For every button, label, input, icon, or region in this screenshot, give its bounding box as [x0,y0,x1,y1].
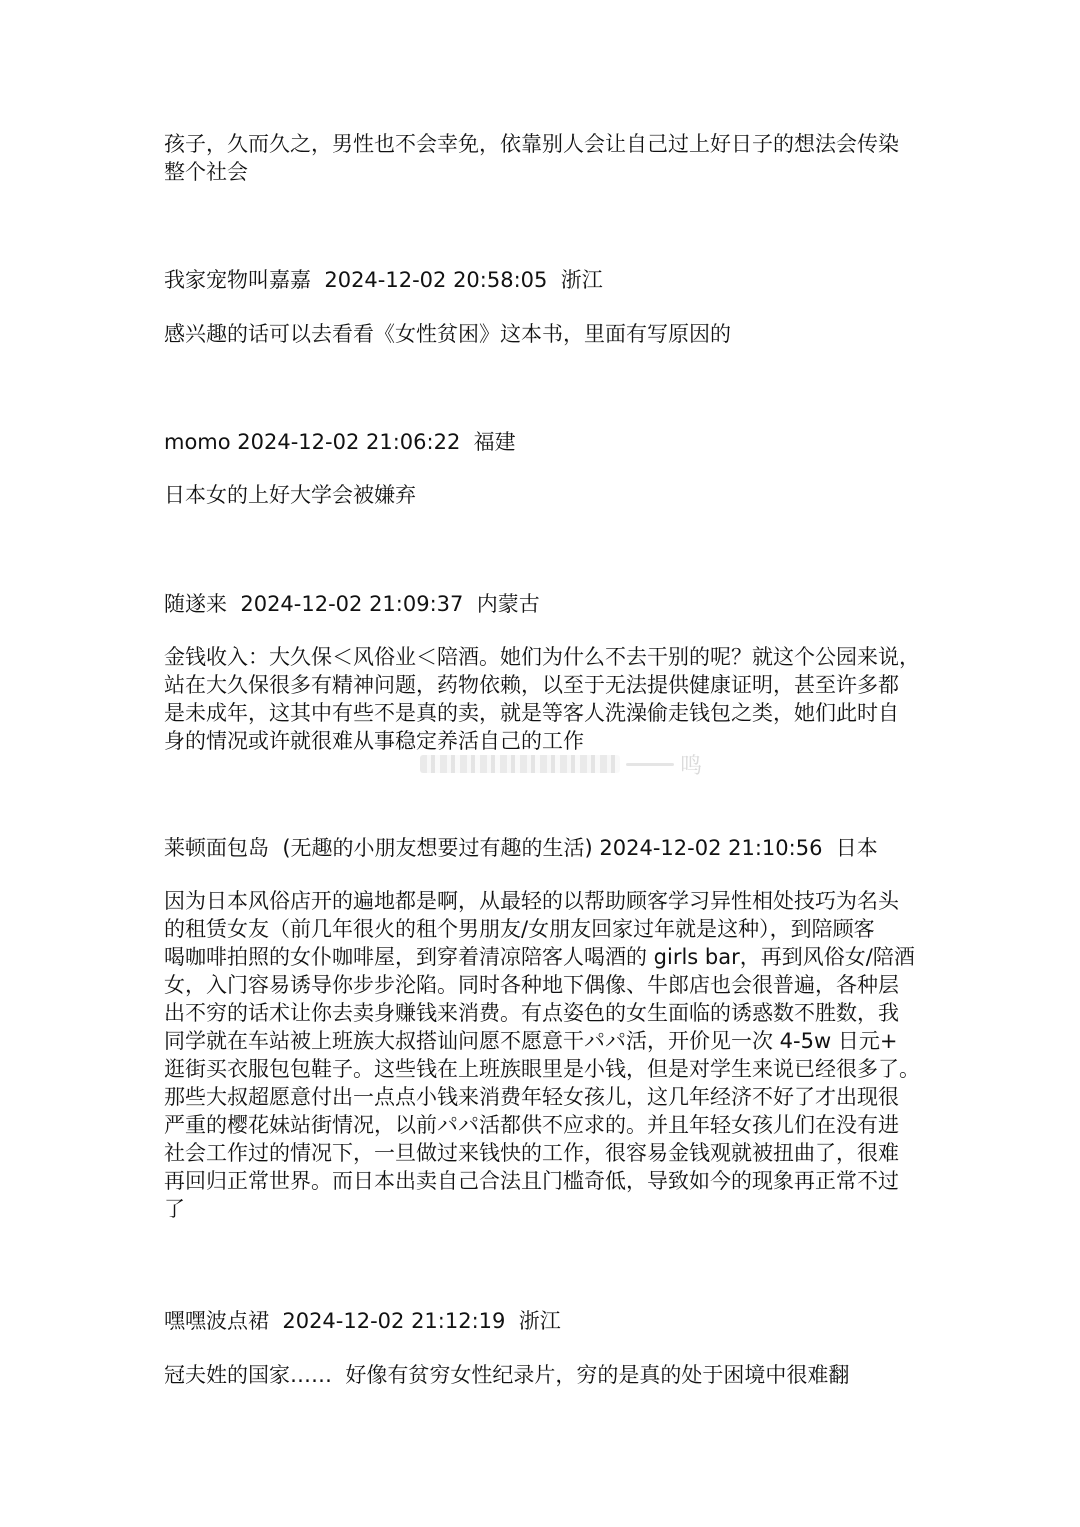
comment-text: 是未成年，这其中有些不是真的卖，就是等客人洗澡偷走钱包之类，她们此时自 [164,701,899,725]
comment-text: 女，入门容易诱导你步步沦陷。同时各种地下偶像、牛郎店也会很普遍，各种层 [164,973,899,997]
comment-text: 站在大久保很多有精神问题，药物依赖，以至于无法提供健康证明，甚至许多都 [164,673,899,697]
comment-text: 金钱收入：大久保＜风俗业＜陪酒。她们为什么不去干别的呢？就这个公园来说， [164,645,920,669]
comment-text: 的租赁女友（前几年很火的租个男朋友/女朋友回家过年就是这种），到陪顾客 [164,917,875,941]
comment-meta: 我家宠物叫嘉嘉 2024-12-02 20:58:05 浙江 [164,268,603,292]
comment-text: 社会工作过的情况下，一旦做过来钱快的工作，很容易金钱观就被扭曲了，很难 [164,1141,899,1165]
comment-text: 日本女的上好大学会被嫌弃 [164,483,416,507]
intro-line: 孩子，久而久之，男性也不会幸免，依靠别人会让自己过上好日子的想法会传染 [164,132,899,156]
comment-meta: 嘿嘿波点裙 2024-12-02 21:12:19 浙江 [164,1309,561,1333]
intro-line: 整个社会 [164,160,248,184]
comment-meta: 莱顿面包岛 (无趣的小朋友想要过有趣的生活) 2024-12-02 21:10:56 日本 [164,836,878,860]
watermark-line [626,763,674,766]
watermark-blur [420,755,620,773]
comment-text: 因为日本风俗店开的遍地都是啊，从最轻的以帮助顾客学习异性相处技巧为名头 [164,889,899,913]
comment-text: 了 [164,1197,185,1221]
comment-text: 同学就在车站被上班族大叔搭讪问愿不愿意干パパ活，开价见一次 4-5w 日元+ [164,1029,898,1053]
comment-meta: 随遂来 2024-12-02 21:09:37 内蒙古 [164,592,540,616]
comment-text: 冠夫姓的国家…… 好像有贫穷女性纪录片，穷的是真的处于困境中很难翻 [164,1363,850,1387]
comment-text: 那些大叔超愿意付出一点点小钱来消费年轻女孩儿，这几年经济不好了才出现很 [164,1085,899,1109]
watermark [420,752,703,779]
comment-text: 逛街买衣服包包鞋子。这些钱在上班族眼里是小钱，但是对学生来说已经很多了。 [164,1057,920,1081]
comment-text: 感兴趣的话可以去看看《女性贫困》这本书，里面有写原因的 [164,322,731,346]
watermark-glyph: 鸣 [680,753,703,779]
comment-text: 喝咖啡拍照的女仆咖啡屋，到穿着清凉陪客人喝酒的 girls bar，再到风俗女/陪酒 [164,945,915,969]
comment-text: 出不穷的话术让你去卖身赚钱来消费。有点姿色的女生面临的诱惑数不胜数，我 [164,1001,899,1025]
comment-text: 严重的樱花妹站街情况，以前パパ活都供不应求的。并且年轻女孩儿们在没有进 [164,1113,899,1137]
comment-text: 再回归正常世界。而日本出卖自己合法且门槛奇低，导致如今的现象再正常不过 [164,1169,899,1193]
comment-meta: momo 2024-12-02 21:06:22 福建 [164,430,516,454]
comment-text: 身的情况或许就很难从事稳定养活自己的工作 [164,729,584,753]
